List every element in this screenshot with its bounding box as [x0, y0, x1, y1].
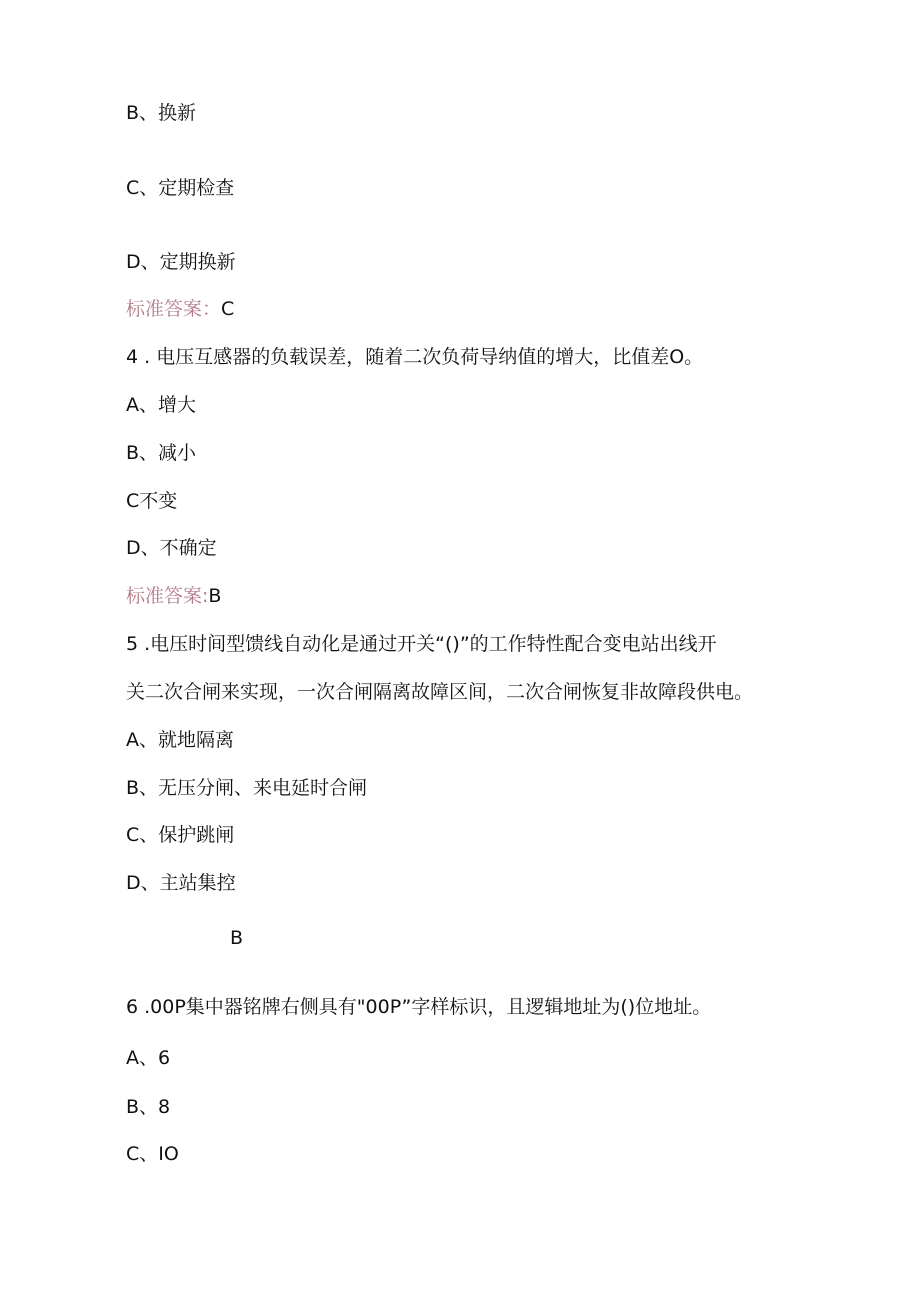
question-5-answer-value: B: [230, 927, 244, 949]
question-6-option-c: C、IO: [126, 1143, 179, 1165]
answer-value: C: [221, 298, 235, 320]
question-6-stem: 6 .00P集中器铭牌右侧具有"00P”字样标识，且逻辑地址为()位地址。: [126, 996, 712, 1018]
answer-label: 标准答案：: [126, 298, 222, 320]
question-4-option-c: C不变: [126, 490, 178, 512]
option-b: B、换新: [126, 102, 197, 124]
answer-label: 标准答案:: [126, 585, 209, 607]
question-5-option-d: D、主站集控: [126, 872, 236, 894]
question-5-stem-line-2: 关二次合闸来实现，一次合闸隔离故障区间，二次合闸恢复非故障段供电。: [126, 681, 754, 703]
answer-row: [126, 297, 234, 321]
question-4-option-a: A、增大: [126, 394, 196, 416]
question-5-stem-line-1: 5 .电压时间型馈线自动化是通过开关“()”的工作特性配合变电站出线开: [126, 633, 717, 655]
question-4-option-d: D、不确定: [126, 537, 217, 559]
question-5-option-a: A、就地隔离: [126, 729, 234, 751]
question-5-option-b: B、无压分闸、来电延时合闸: [126, 777, 368, 799]
option-c: C、定期检查: [126, 177, 235, 199]
question-6-option-a: A、6: [126, 1047, 171, 1069]
question-5-option-c: C、保护跳闸: [126, 824, 235, 846]
question-4-answer-row: [126, 584, 221, 608]
answer-value: B: [208, 585, 222, 607]
option-d: D、定期换新: [126, 251, 236, 273]
question-6-option-b: B、8: [126, 1096, 171, 1118]
question-4-option-b: B、减小: [126, 442, 197, 464]
question-4-stem: 4 . 电压互感器的负载误差，随着二次负荷导纳值的增大，比值差O。: [126, 346, 704, 368]
